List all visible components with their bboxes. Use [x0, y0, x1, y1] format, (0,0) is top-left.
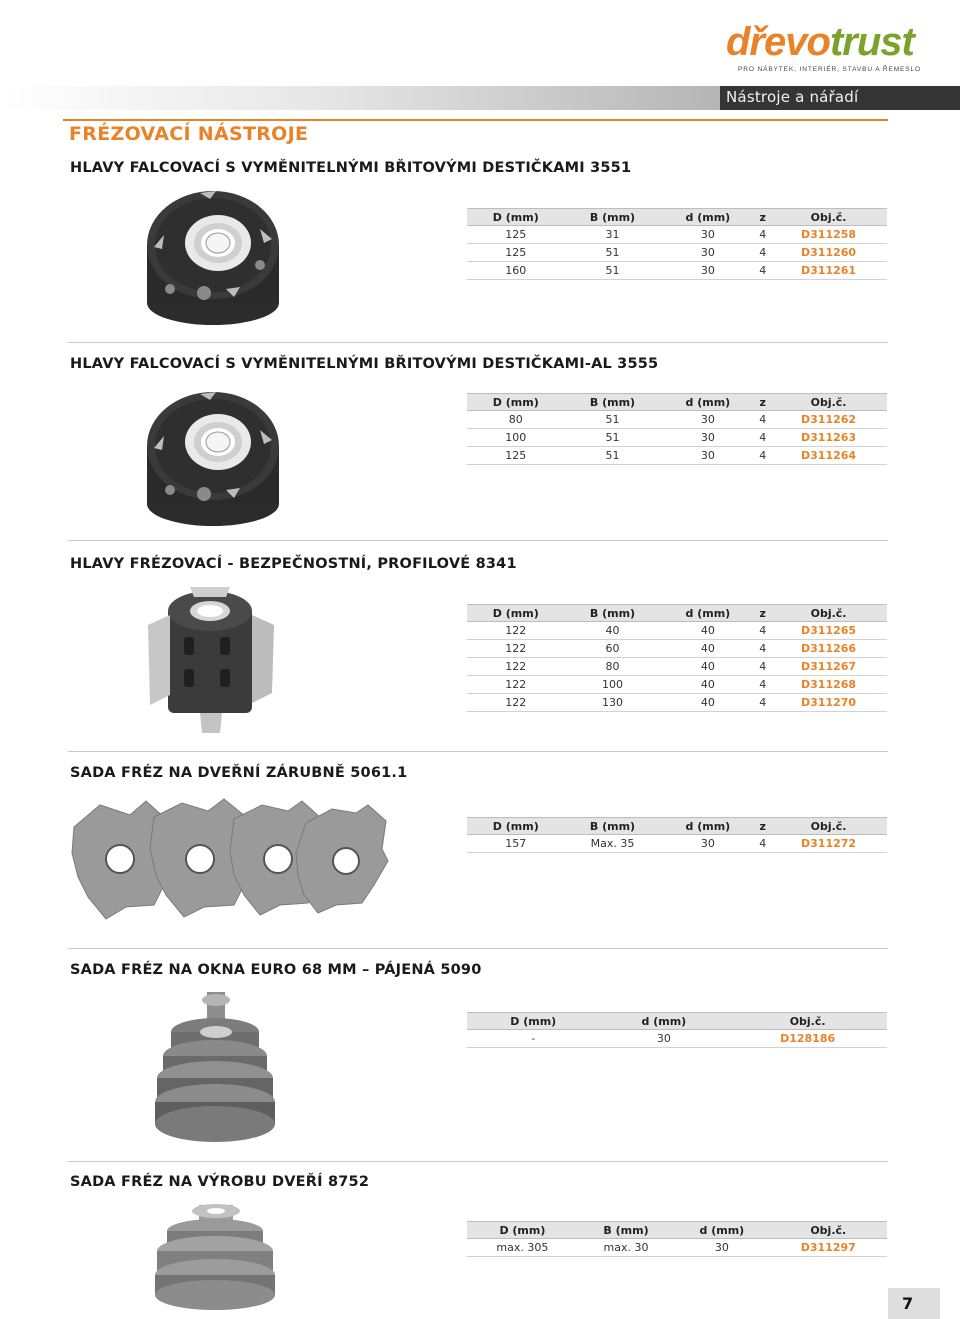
cell: 40	[660, 694, 755, 712]
cell: 4	[755, 658, 770, 676]
logo-part-2: trust	[829, 20, 914, 64]
cell: 4	[755, 676, 770, 694]
cell: 100	[565, 676, 661, 694]
window-cutter-set-icon	[145, 990, 285, 1150]
cell: 4	[755, 622, 770, 640]
cell: 40	[660, 640, 755, 658]
table-row	[467, 429, 887, 447]
cell: 122	[467, 622, 565, 640]
cell: -	[467, 1030, 599, 1048]
cell: 30	[660, 226, 755, 244]
rebate-cutter-head-icon	[140, 185, 286, 330]
section-title-2: HLAVY FALCOVACÍ S VYMĚNITELNÝMI BŘITOVÝMI DESTIČKAMI-AL 3555	[70, 356, 659, 372]
table-header-row	[467, 1222, 887, 1239]
header-accent-line	[63, 119, 888, 121]
logo-wordmark	[726, 20, 936, 64]
cell: 51	[565, 262, 661, 280]
col-header: Obj.č.	[728, 1013, 887, 1030]
col-header: Obj.č.	[770, 394, 887, 411]
product-table-6	[467, 1221, 887, 1257]
cell: 4	[755, 835, 770, 853]
cell: 122	[467, 694, 565, 712]
col-header: D (mm)	[467, 209, 565, 226]
product-table-1	[467, 208, 887, 280]
table-header-row	[467, 605, 887, 622]
brand-logo[interactable]	[726, 20, 936, 80]
cell: 31	[565, 226, 661, 244]
col-header: D (mm)	[467, 1013, 599, 1030]
table-header-row	[467, 1013, 887, 1030]
order-code[interactable]: D311272	[770, 835, 887, 853]
table-row	[467, 622, 887, 640]
cell: 51	[565, 447, 661, 465]
order-code[interactable]: D311270	[770, 694, 887, 712]
cell: 30	[599, 1030, 728, 1048]
col-header: Obj.č.	[770, 1222, 887, 1239]
order-code[interactable]: D311261	[770, 262, 887, 280]
cell: 51	[565, 411, 661, 429]
logo-part-1: dřevo	[726, 20, 830, 64]
col-header: B (mm)	[565, 818, 661, 835]
order-code[interactable]: D311297	[770, 1239, 887, 1257]
table-row	[467, 676, 887, 694]
order-code[interactable]: D311263	[770, 429, 887, 447]
section-title-5: SADA FRÉZ NA OKNA EURO 68 MM – PÁJENÁ 5090	[70, 962, 482, 978]
order-code[interactable]: D311264	[770, 447, 887, 465]
section-divider	[68, 540, 888, 541]
col-header: D (mm)	[467, 394, 565, 411]
table-row	[467, 411, 887, 429]
table-row	[467, 226, 887, 244]
product-table-3	[467, 604, 887, 712]
cell: 4	[755, 226, 770, 244]
cell: 40	[660, 658, 755, 676]
section-title-3: HLAVY FRÉZOVACÍ - BEZPEČNOSTNÍ, PROFILOVÉ 8341	[70, 556, 517, 572]
col-header: z	[755, 394, 770, 411]
cell: 4	[755, 640, 770, 658]
cell: 122	[467, 676, 565, 694]
col-header: B (mm)	[565, 209, 661, 226]
section-divider	[68, 1161, 888, 1162]
cell: 122	[467, 658, 565, 676]
table-row	[467, 1030, 887, 1048]
col-header: Obj.č.	[770, 605, 887, 622]
table-row	[467, 1239, 887, 1257]
order-code[interactable]: D311262	[770, 411, 887, 429]
table-header-row	[467, 818, 887, 835]
cell: 30	[674, 1239, 769, 1257]
cell: 130	[565, 694, 661, 712]
cell: max. 305	[467, 1239, 578, 1257]
order-code[interactable]: D311267	[770, 658, 887, 676]
cell: 4	[755, 447, 770, 465]
col-header: z	[755, 818, 770, 835]
product-table-4	[467, 817, 887, 853]
section-title-4: SADA FRÉZ NA DVEŘNÍ ZÁRUBNĚ 5061.1	[70, 765, 408, 781]
section-divider	[68, 751, 888, 752]
page-title: FRÉZOVACÍ NÁSTROJE	[69, 123, 309, 145]
cell: 80	[565, 658, 661, 676]
table-row	[467, 835, 887, 853]
header-bar	[0, 86, 960, 110]
cell: 30	[660, 262, 755, 280]
table-row	[467, 640, 887, 658]
table-row	[467, 447, 887, 465]
col-header: B (mm)	[565, 394, 661, 411]
product-table-5	[467, 1012, 887, 1048]
cell: 157	[467, 835, 565, 853]
cell: 40	[660, 622, 755, 640]
cell: 40	[660, 676, 755, 694]
cell: 30	[660, 244, 755, 262]
cell: 4	[755, 411, 770, 429]
order-code[interactable]: D311260	[770, 244, 887, 262]
cell: 51	[565, 429, 661, 447]
order-code[interactable]: D311266	[770, 640, 887, 658]
table-row	[467, 244, 887, 262]
col-header: B (mm)	[565, 605, 661, 622]
cell: 30	[660, 447, 755, 465]
col-header: Obj.č.	[770, 209, 887, 226]
col-header: D (mm)	[467, 1222, 578, 1239]
table-row	[467, 694, 887, 712]
cell: 80	[467, 411, 565, 429]
cell: 30	[660, 411, 755, 429]
profile-cutter-head-icon	[140, 585, 280, 735]
cell: 40	[565, 622, 661, 640]
order-code[interactable]: D311268	[770, 676, 887, 694]
cell: 125	[467, 447, 565, 465]
cell: 30	[660, 835, 755, 853]
col-header: D (mm)	[467, 605, 565, 622]
page-number-box	[888, 1288, 940, 1319]
table-row	[467, 658, 887, 676]
door-frame-cutter-set-icon	[70, 797, 390, 922]
cell: 100	[467, 429, 565, 447]
col-header: Obj.č.	[770, 818, 887, 835]
door-cutter-set-icon	[145, 1203, 285, 1313]
col-header: B (mm)	[578, 1222, 674, 1239]
cell: 160	[467, 262, 565, 280]
cell: 4	[755, 694, 770, 712]
section-title-6: SADA FRÉZ NA VÝROBU DVEŘÍ 8752	[70, 1174, 370, 1190]
col-header: d (mm)	[599, 1013, 728, 1030]
section-divider	[68, 342, 888, 343]
product-table-2	[467, 393, 887, 465]
col-header: z	[755, 605, 770, 622]
col-header: D (mm)	[467, 818, 565, 835]
table-header-row	[467, 394, 887, 411]
section-divider	[68, 948, 888, 949]
order-code[interactable]: D311258	[770, 226, 887, 244]
logo-tagline: PRO NÁBYTEK, INTERIÉR, STAVBU A ŘEMESLO	[738, 66, 921, 73]
order-code[interactable]: D311265	[770, 622, 887, 640]
col-header: d (mm)	[674, 1222, 769, 1239]
cell: 4	[755, 429, 770, 447]
cell: Max. 35	[565, 835, 661, 853]
cell: 60	[565, 640, 661, 658]
page-number: 7	[902, 1294, 914, 1313]
rebate-cutter-head-al-icon	[140, 386, 286, 531]
table-row	[467, 262, 887, 280]
cell: 4	[755, 262, 770, 280]
order-code[interactable]: D128186	[728, 1030, 887, 1048]
section-title-1: HLAVY FALCOVACÍ S VYMĚNITELNÝMI BŘITOVÝMI DESTIČKAMI 3551	[70, 160, 632, 176]
cell: 51	[565, 244, 661, 262]
col-header: d (mm)	[660, 394, 755, 411]
cell: max. 30	[578, 1239, 674, 1257]
col-header: d (mm)	[660, 209, 755, 226]
header-gradient	[0, 86, 720, 110]
category-label: Nástroje a nářadí	[726, 88, 859, 106]
cell: 30	[660, 429, 755, 447]
col-header: z	[755, 209, 770, 226]
cell: 4	[755, 244, 770, 262]
cell: 125	[467, 226, 565, 244]
col-header: d (mm)	[660, 605, 755, 622]
cell: 125	[467, 244, 565, 262]
cell: 122	[467, 640, 565, 658]
table-header-row	[467, 209, 887, 226]
col-header: d (mm)	[660, 818, 755, 835]
